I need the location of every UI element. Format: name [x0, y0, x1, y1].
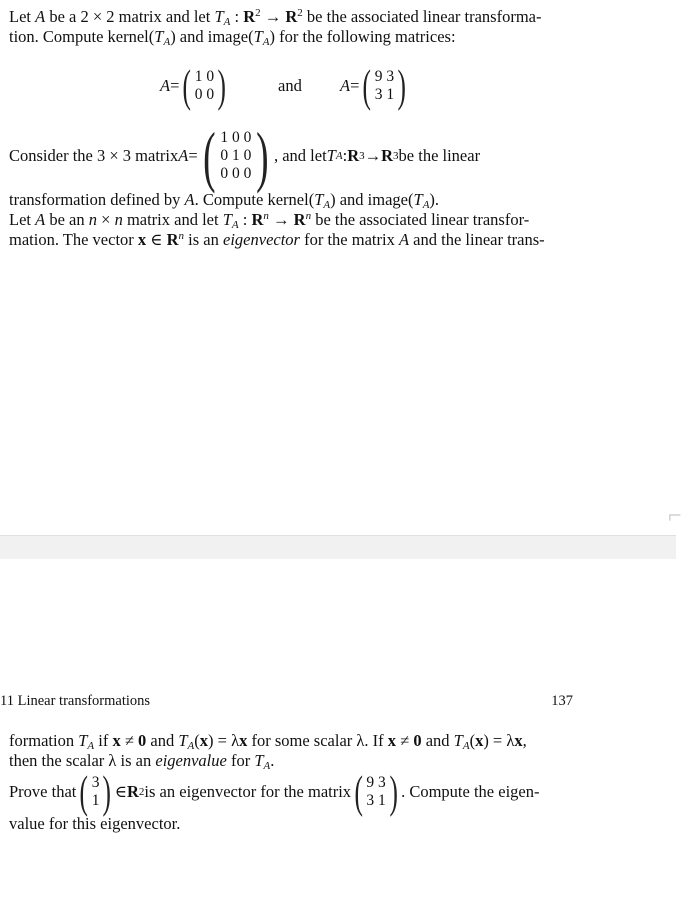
bottom-line2: then the scalar λ is an eigenvalue for $T_A$.: [9, 751, 275, 772]
page-edge-mark: ⌐: [668, 503, 682, 529]
matrix-4: ( 9 3 3 1 ): [354, 766, 398, 817]
bottom-line3: Prove that ( 3 1 ) ∈ R 2 is an eigenvector for the matrix ( 9 3 3 1 ) . Compute the eigen-: [9, 766, 540, 817]
p2-line2: transformation defined by A. Compute $kernel(T_A)$ and $image(T_A)$.: [9, 190, 440, 211]
p3-line2: mation. The vector x ∈ $R^n$ is an eigenvector for the matrix A and the linear trans-: [9, 230, 545, 249]
p1-line2: tion. Compute $kernel(T_A)$ and $image(T_A)$ for the following matrices:: [9, 27, 456, 48]
p2-line1: Consider the 3 × 3 matrix A = ( 1 0 0 0 1 0 0 0 0 ) , and let T A : R 3 → R 3 be the linear: [9, 118, 481, 194]
page-gap: [0, 535, 676, 560]
eigenvector-column: ( 3 1 ): [79, 766, 112, 817]
p1-line1: Let A be a 2 × 2 matrix and let $T_A$ : $R^2 \to R^2$ be the associated linear transforma-: [9, 7, 542, 28]
bottom-line4: value for this eigenvector.: [9, 814, 181, 833]
p3-line1: Let A be an n × n matrix and let $T_A$ : $R^n \to R^n$ be the associated linear transfor-: [9, 210, 530, 231]
matrix-equation-1: A = ( 1 0 0 0 ): [160, 63, 229, 109]
chapter-title: 11 Linear transformations: [0, 693, 151, 709]
display-matrices: [0, 60, 676, 111]
bottom-line1: formation $T_A$ if x ≠ 0 and $T_A(x) = \lambda x$ for some scalar λ. If x ≠ 0 and $T_A(x) = \lambda x$,: [9, 731, 527, 752]
display-and: and: [278, 76, 302, 95]
matrix-2: ( 9 3 3 1 ): [362, 60, 406, 111]
matrix-1: ( 1 0 0 0 ): [182, 60, 226, 111]
page-number: 137: [551, 693, 573, 709]
page-header: [0, 693, 573, 710]
matrix-equation-2: A = ( 9 3 3 1 ): [340, 63, 409, 109]
matrix-3x3: ( 1 0 0 0 1 0 0 0 0 ): [202, 118, 269, 194]
